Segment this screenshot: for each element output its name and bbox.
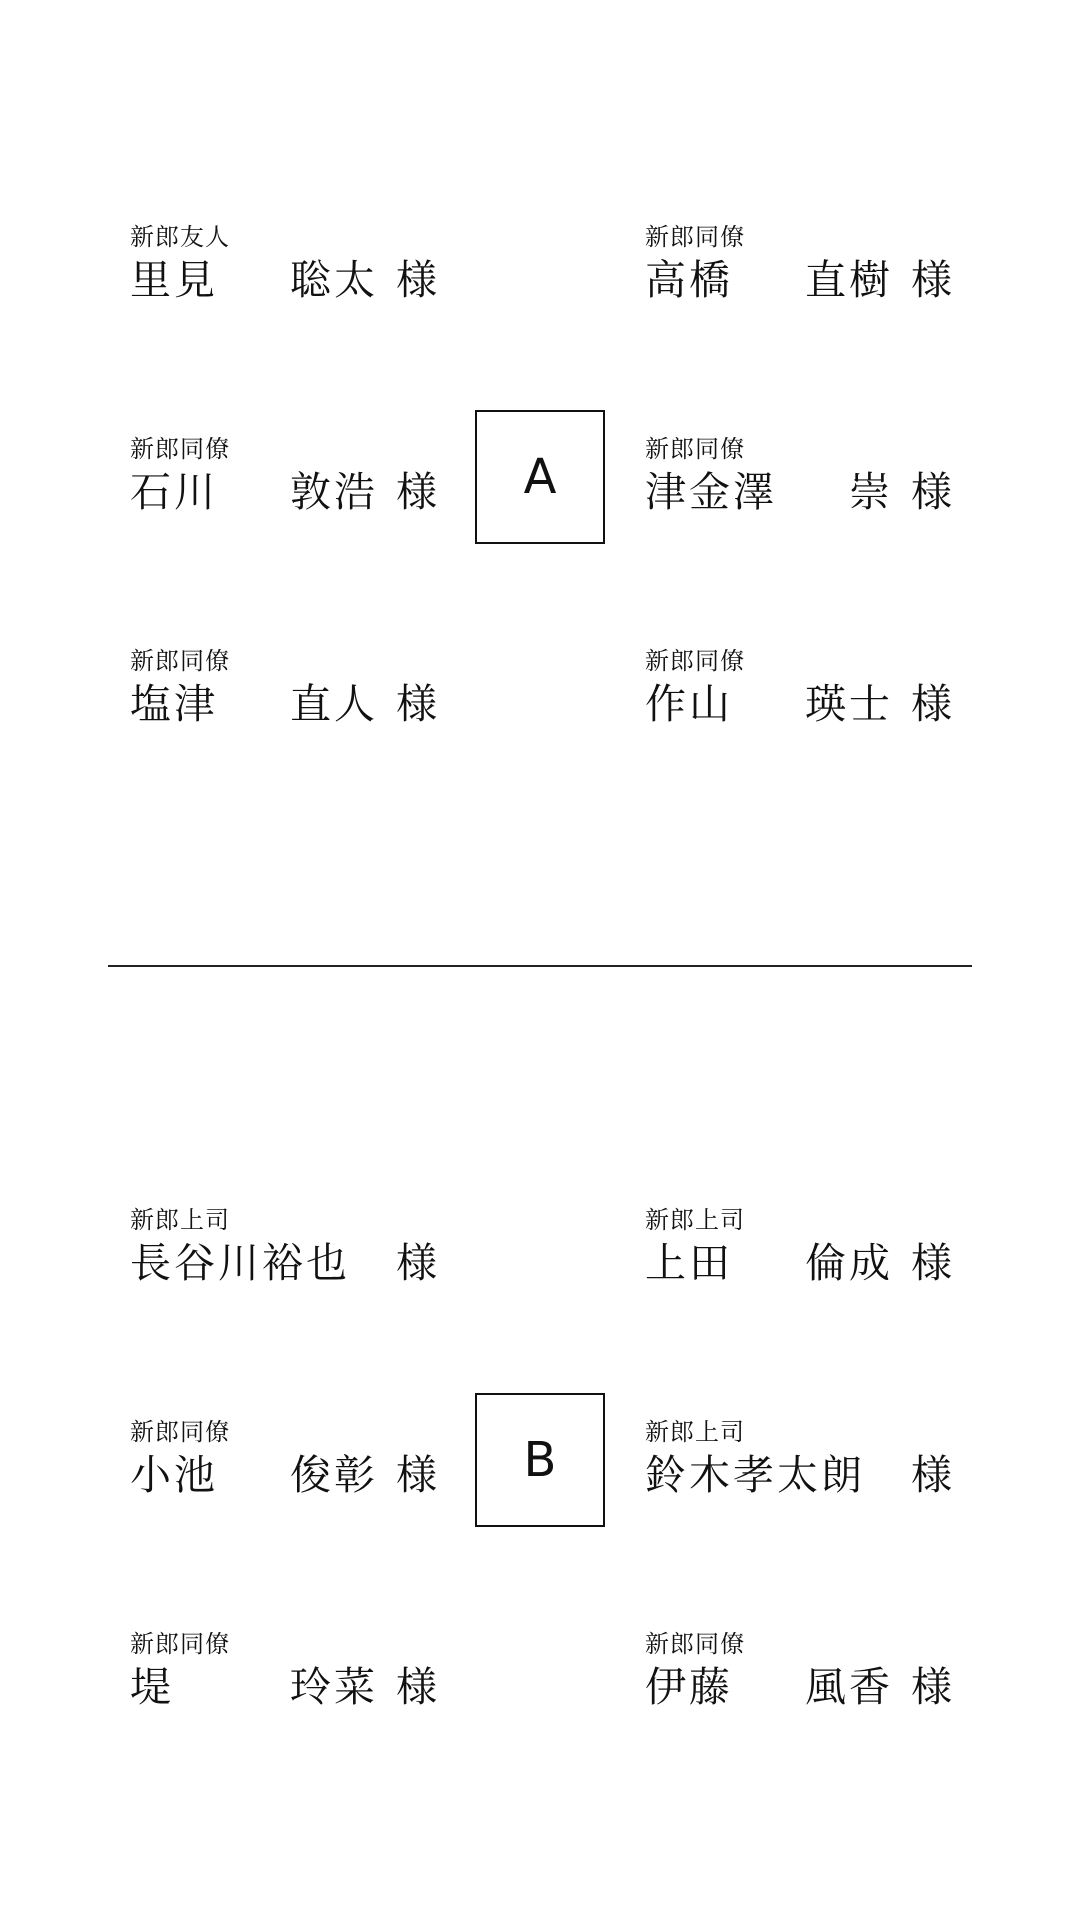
guest-honorific: 様: [911, 468, 955, 516]
guest-surname: 作山: [645, 680, 733, 728]
guest-surname: 伊藤: [645, 1663, 733, 1711]
guest-card: [645, 222, 985, 306]
guest-given-name: 風香: [805, 1663, 893, 1711]
guest-honorific: 様: [911, 1239, 955, 1287]
guest-relation: 新郎同僚: [130, 435, 230, 463]
guest-surname: 上田: [645, 1239, 733, 1287]
guest-surname: 石川: [130, 468, 218, 516]
guest-name: [130, 678, 470, 730]
guest-name: [130, 254, 470, 306]
guest-name: [645, 1237, 985, 1289]
table-label-box: [475, 410, 605, 544]
guest-given-name: 倫成: [805, 1239, 893, 1287]
guest-relation: 新郎同僚: [645, 647, 745, 675]
guest-given-name: 敦浩: [290, 468, 378, 516]
guest-relation: 新郎同僚: [130, 647, 230, 675]
guest-relation: 新郎上司: [130, 1206, 230, 1234]
guest-surname: 津金澤: [645, 468, 777, 516]
guest-full-name: 鈴木孝太朗: [645, 1451, 865, 1499]
guest-card: [645, 1205, 985, 1289]
guest-given-name: 俊彰: [290, 1451, 378, 1499]
guest-surname: 塩津: [130, 680, 218, 728]
guest-honorific: 様: [396, 1663, 440, 1711]
guest-name: [645, 1449, 985, 1501]
guest-surname: 高橋: [645, 256, 733, 304]
guest-given-name: 瑛士: [805, 680, 893, 728]
guest-honorific: 様: [911, 680, 955, 728]
guest-card: [130, 1417, 470, 1501]
guest-card: [130, 1629, 470, 1713]
guest-name: [645, 466, 985, 518]
section-divider: [108, 965, 972, 967]
guest-card: [130, 646, 470, 730]
guest-surname: 里見: [130, 256, 218, 304]
guest-honorific: 様: [911, 1663, 955, 1711]
guest-name: [645, 678, 985, 730]
guest-relation: 新郎同僚: [645, 223, 745, 251]
guest-card: [130, 1205, 470, 1289]
guest-name: [130, 1661, 470, 1713]
guest-given-name: 直人: [290, 680, 378, 728]
guest-surname: 小池: [130, 1451, 218, 1499]
guest-name: [130, 466, 470, 518]
guest-given-name: 直樹: [805, 256, 893, 304]
guest-relation: 新郎同僚: [130, 1418, 230, 1446]
guest-name: [130, 1449, 470, 1501]
guest-card: [645, 434, 985, 518]
guest-card: [130, 222, 470, 306]
guest-honorific: 様: [396, 468, 440, 516]
guest-relation: 新郎同僚: [130, 1630, 230, 1658]
table-label: B: [523, 1432, 557, 1488]
guest-relation: 新郎上司: [645, 1206, 745, 1234]
guest-name: [645, 1661, 985, 1713]
table-label: A: [523, 449, 557, 505]
guest-given-name: 玲菜: [290, 1663, 378, 1711]
guest-honorific: 様: [396, 256, 440, 304]
guest-honorific: 様: [396, 1451, 440, 1499]
guest-given-name: 崇: [849, 468, 893, 516]
guest-card: [645, 646, 985, 730]
guest-honorific: 様: [911, 1451, 955, 1499]
guest-honorific: 様: [911, 256, 955, 304]
guest-full-name: 長谷川裕也: [130, 1239, 350, 1287]
table-label-box: [475, 1393, 605, 1527]
guest-card: [645, 1629, 985, 1713]
guest-relation: 新郎上司: [645, 1418, 745, 1446]
guest-card: [645, 1417, 985, 1501]
guest-honorific: 様: [396, 680, 440, 728]
guest-name: [645, 254, 985, 306]
guest-name: [130, 1237, 470, 1289]
guest-relation: 新郎同僚: [645, 1630, 745, 1658]
guest-honorific: 様: [396, 1239, 440, 1287]
guest-card: [130, 434, 470, 518]
guest-given-name: 聡太: [290, 256, 378, 304]
guest-relation: 新郎同僚: [645, 435, 745, 463]
guest-surname: 堤: [130, 1663, 174, 1711]
guest-relation: 新郎友人: [130, 223, 230, 251]
